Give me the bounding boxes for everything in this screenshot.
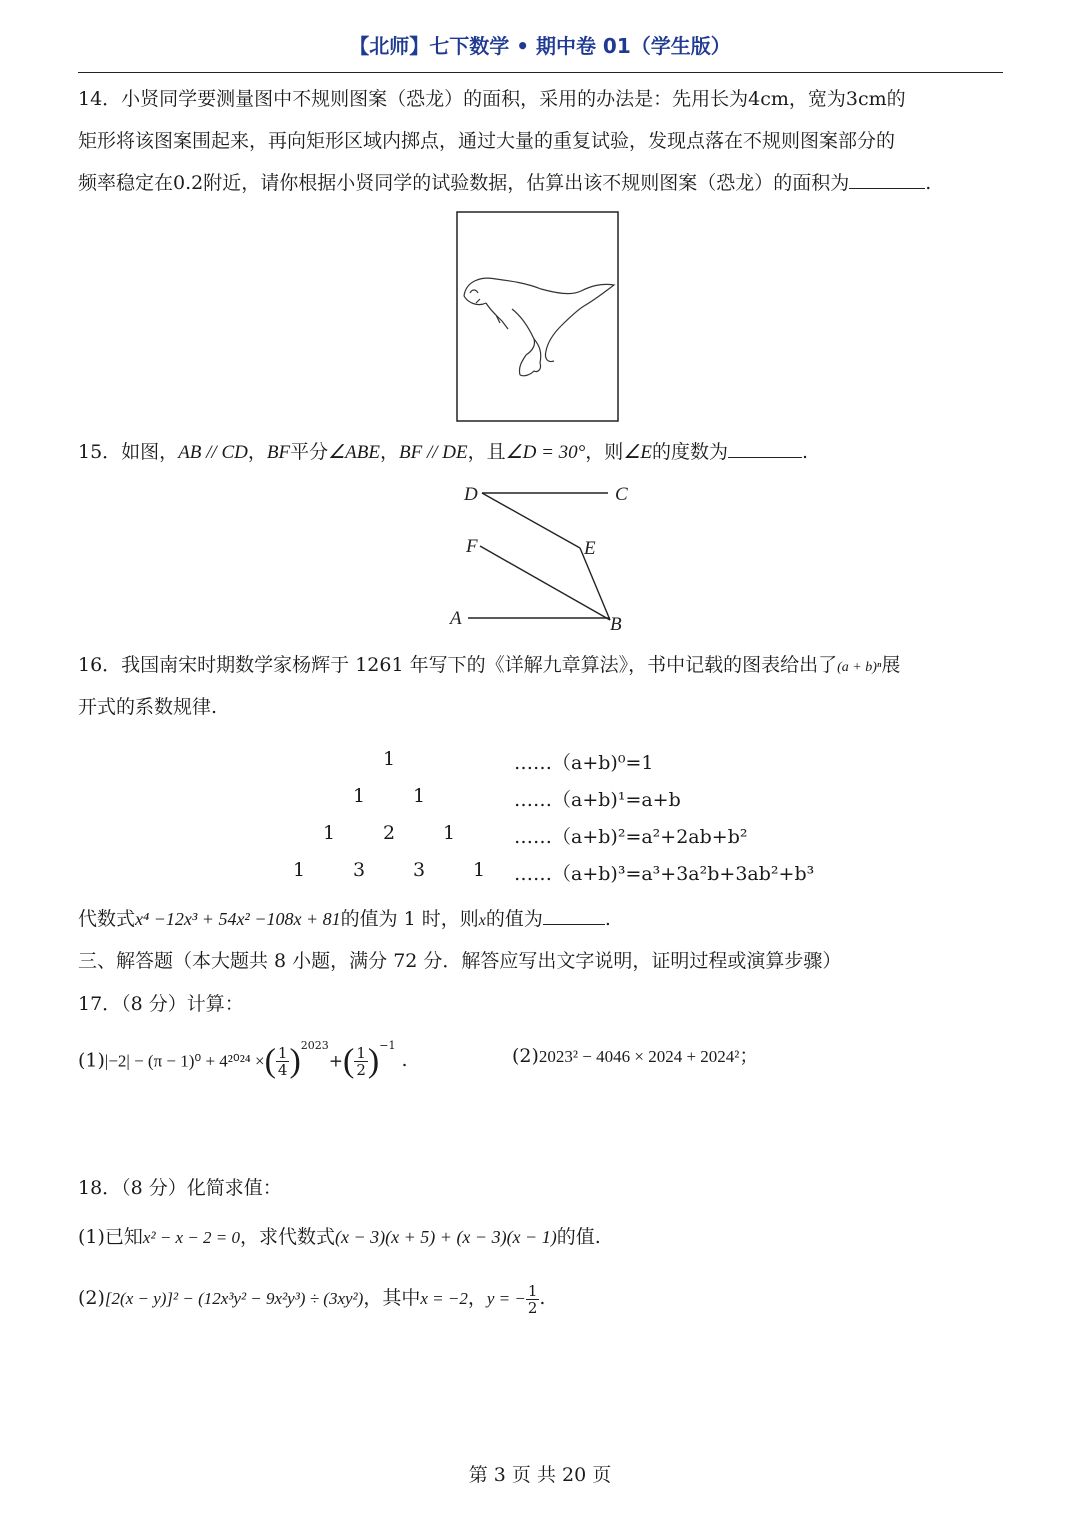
- q18-p2-mid: ，其中: [363, 1287, 421, 1309]
- q17-fraction-1: [276, 1045, 290, 1078]
- q15-statement: [78, 438, 808, 467]
- q15-mid-2: ，且: [467, 441, 506, 463]
- q15-condition-2: BF: [266, 442, 291, 463]
- fraction-numerator: 1: [527, 1281, 538, 1300]
- q17-exponent-2: −1: [379, 1039, 396, 1052]
- q17-p2-expr: 2023² − 4046 × 2024 + 2024²: [538, 1047, 740, 1066]
- q15-condition-4: BF // DE: [398, 442, 468, 463]
- geometry-figure: [440, 478, 650, 638]
- q17-p1-label: (1): [78, 1049, 105, 1072]
- q14-line-3-text: 频率稳定在0.2附近，请你根据小贤同学的试验数据，估算出该不规则图案（恐龙）的面积为: [78, 172, 850, 194]
- pascal-cell: 1: [473, 859, 486, 881]
- q18-p2-sep: ，: [467, 1287, 487, 1309]
- page-footer: 第 3 页 共 20 页: [468, 1464, 612, 1486]
- pascal-cell: 1: [293, 859, 306, 881]
- q16-variable: x: [478, 912, 486, 929]
- paren-right: ): [289, 1042, 301, 1080]
- q18-p2-end: .: [539, 1287, 546, 1309]
- q18-p1-label: (1)已知: [78, 1226, 143, 1248]
- pascal-expansion-1: ……（a+b)¹=a+b: [514, 789, 681, 811]
- q14-end: .: [925, 172, 932, 194]
- q16-line-1-text: 16．我国南宋时期数学家杨辉于 1261 年写下的《详解九章算法》，书中记载的图表给出了: [78, 654, 838, 676]
- paren-left: (: [264, 1042, 276, 1080]
- dinosaur-figure: [456, 211, 620, 423]
- q17-part-1: [78, 1038, 408, 1079]
- pascal-cell: 1: [353, 785, 366, 807]
- q15-prefix: 15．如图，: [78, 441, 179, 463]
- pascal-cell: 1: [323, 822, 336, 844]
- q17-p2-label: (2): [512, 1045, 539, 1067]
- q18-p2-y-value: y = −: [486, 1289, 526, 1308]
- paren-left: (: [343, 1042, 355, 1080]
- q15-condition-5: ∠D = 30°: [505, 442, 586, 463]
- pascal-cell: 1: [413, 785, 426, 807]
- q14-line-1: 14．小贤同学要测量图中不规则图案（恐龙）的面积，采用的办法是：先用长为4cm，宽为3cm的: [78, 88, 906, 110]
- fraction-denominator: 2: [527, 1298, 538, 1317]
- q18-part-2: [78, 1280, 545, 1317]
- q17-exponent-1: 2023: [300, 1039, 329, 1052]
- q15-mid-1: 平分: [290, 441, 329, 463]
- label-b: B: [610, 614, 622, 635]
- q18-part-1: [78, 1223, 601, 1252]
- q17-title: 17．（8 分）计算：: [78, 993, 244, 1015]
- q15-condition-3: ∠ABE: [328, 442, 380, 463]
- q16-question-mid: 的值为 1 时，则: [340, 908, 479, 930]
- q18-p1-condition: x² − x − 2 = 0: [142, 1228, 241, 1247]
- q17-fraction-2: [354, 1045, 368, 1078]
- dinosaur-drawing: [464, 278, 614, 376]
- q14-line-3: [78, 169, 931, 197]
- label-f: F: [466, 536, 478, 557]
- pascal-cell: 2: [383, 822, 396, 844]
- q17-part-2: [512, 1042, 758, 1071]
- q16-question-prefix: 代数式: [78, 908, 136, 930]
- fraction-numerator: 1: [277, 1043, 288, 1062]
- q16-polynomial: x⁴ −12x³ + 54x² −108x + 81: [135, 909, 341, 929]
- paren-right: ): [367, 1042, 380, 1080]
- header-divider: [78, 72, 1003, 73]
- q16-binomial-expr: (a + b)ⁿ: [837, 660, 882, 675]
- q18-fraction: [526, 1283, 540, 1316]
- q15-sep-2: ，: [379, 441, 399, 463]
- q18-p2-expression: [2(x − y)]² − (12x³y² − 9x²y³) ÷ (3xy²): [104, 1289, 364, 1308]
- pascal-cell: 1: [383, 748, 396, 770]
- q16-answer-blank: [543, 906, 605, 925]
- rectangle-frame: [457, 212, 618, 421]
- page-header-title: 【北师】七下数学 • 期中卷 01（学生版）: [349, 34, 731, 58]
- q16-end: .: [604, 908, 611, 930]
- q18-p2-label: (2): [78, 1287, 105, 1309]
- q17-p2-end: ；: [739, 1045, 759, 1067]
- q17-p1-expr: |−2| − (π − 1)⁰ + 4²⁰²⁴ ×: [104, 1051, 265, 1071]
- q18-p1-mid: ，求代数式: [240, 1226, 336, 1248]
- pascal-cell: 3: [353, 859, 366, 881]
- pascal-expansion-0: ……（a+b)⁰=1: [514, 752, 654, 774]
- q17-plus: +: [328, 1051, 344, 1072]
- q18-p2-x-value: x = −2: [420, 1289, 468, 1308]
- q15-answer-blank: [728, 439, 802, 458]
- q15-sep-1: ，: [247, 441, 267, 463]
- pascal-cell: 3: [413, 859, 426, 881]
- section-3-title: 三、解答题（本大题共 8 小题，满分 72 分．解答应写出文字说明，证明过程或演算步骤）: [78, 950, 842, 972]
- label-c: C: [615, 484, 628, 505]
- fraction-numerator: 1: [356, 1043, 366, 1062]
- q14-answer-blank: [849, 170, 925, 189]
- q18-p1-expression: (x − 3)(x + 5) + (x − 3)(x − 1): [335, 1227, 557, 1247]
- pascal-cell: 1: [443, 822, 456, 844]
- q16-question-suffix: 的值为: [485, 908, 543, 930]
- pascal-expansion-3: ……（a+b)³=a³+3a²b+3ab²+b³: [514, 863, 815, 885]
- q15-condition-6: ∠E: [623, 442, 652, 463]
- label-e: E: [584, 538, 596, 559]
- line-de: [482, 493, 580, 548]
- label-a: A: [450, 608, 462, 629]
- q17-p1-end: .: [401, 1049, 408, 1072]
- q16-line-2: 开式的系数规律.: [78, 696, 218, 718]
- label-d: D: [464, 484, 478, 505]
- pascal-expansion-2: ……（a+b)²=a²+2ab+b²: [514, 826, 748, 848]
- fraction-denominator: 2: [356, 1060, 366, 1079]
- fraction-denominator: 4: [277, 1060, 288, 1079]
- q15-suffix: 的度数为: [651, 441, 728, 463]
- q16-line-1-end: 展: [881, 654, 901, 676]
- q15-end: .: [801, 441, 809, 463]
- q18-p1-end: 的值.: [556, 1226, 601, 1248]
- q16-line-1: [78, 651, 900, 682]
- q15-mid-3: ，则: [585, 441, 624, 463]
- q18-title: 18．（8 分）化简求值：: [78, 1177, 282, 1199]
- q15-condition-1: AB // CD: [178, 442, 248, 463]
- q16-question: [78, 905, 611, 935]
- q14-line-2: 矩形将该图案围起来，再向矩形区域内掷点，通过大量的重复试验，发现点落在不规则图案部分的: [78, 130, 896, 152]
